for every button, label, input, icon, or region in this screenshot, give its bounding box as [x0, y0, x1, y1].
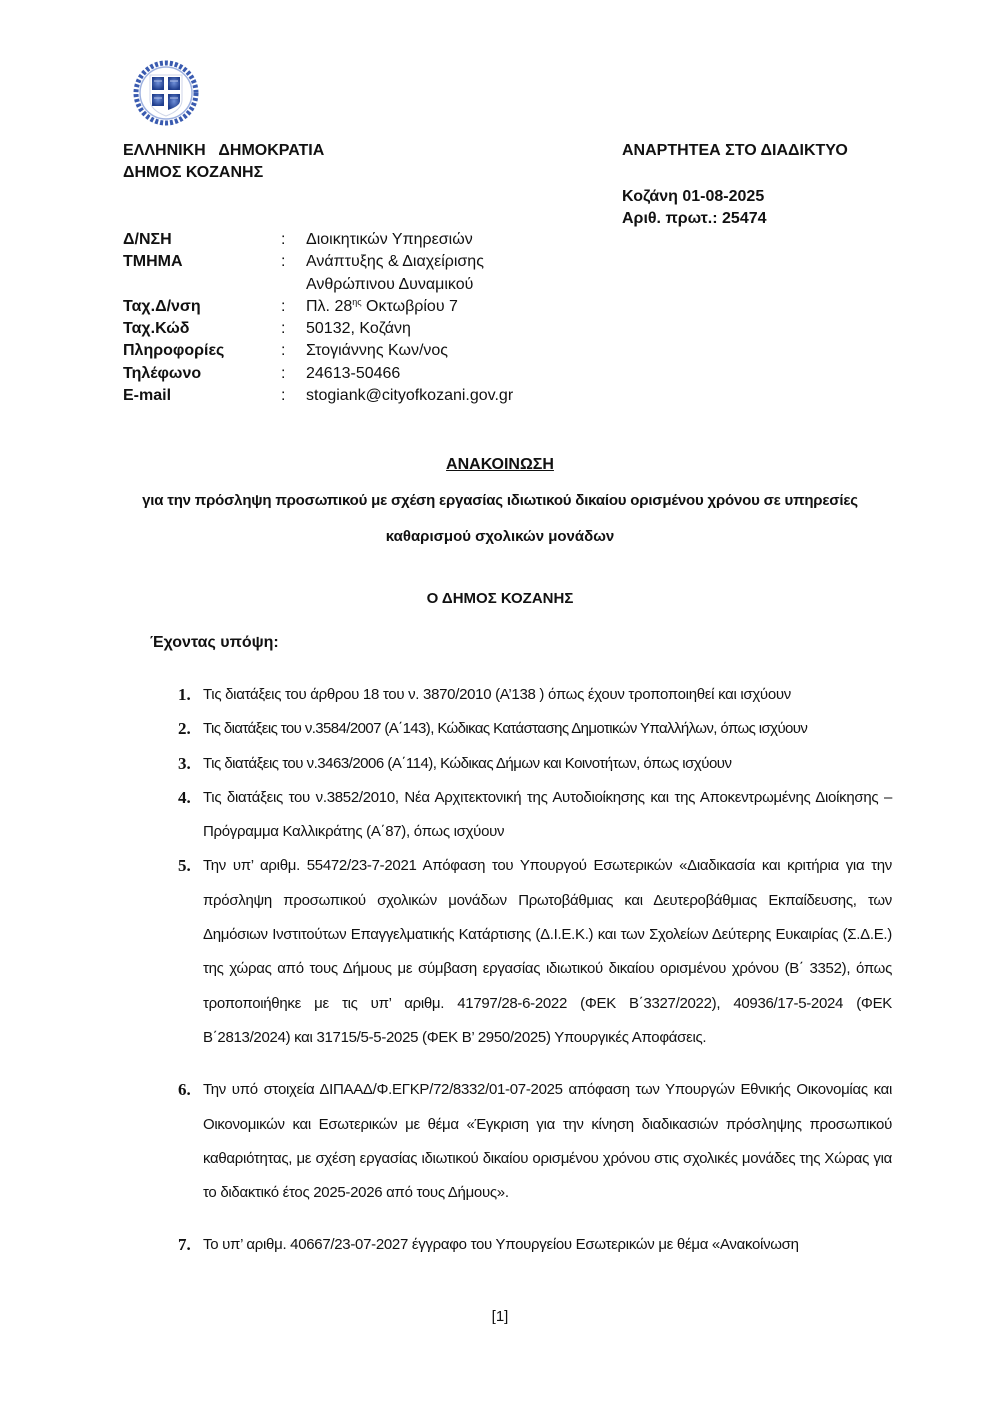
list-item: [178, 712, 892, 746]
info-row-email: E-mail : stogiank@cityofkozani.gov.gr: [123, 385, 513, 407]
issuer-header: [123, 140, 324, 184]
item-text: Την υπ’ αριθμ. 55472/23-7-2021 Απόφαση του Υπουργού Εσωτερικών «Διαδικασία και κριτήρια για την πρόσληψη προσωπικού σχολικών μονάδων Πρωτοβάθμιας και Δευτεροβάθμιας Εκπαίδευσης, των Δημόσιων Ινστιτούτων Επαγγελματικής Κατάρτισης (Δ.Ι.Ε.Κ.) και των Σχολείων Δεύτερης Ευκαιρίας (Σ.Δ.Ε.) της χώρας από τους Δήμους με σύμβαση εργασίας ιδιωτικού δικαίου ορισμένου χρόνου (Β΄ 3352), όπως τροποποιήθηκε με τις υπ’ αριθμ. 41797/28-6-2022 (ΦΕΚ Β΄3327/2022), 40936/17-5-2024 (ΦΕΚ Β΄2813/2024) και 31715/5-5-2025 (ΦΕΚ Β’ 2950/2025) Υπουργικές Αποφάσεις.: [203, 857, 892, 1046]
info-row-directorate: Δ/ΝΣΗ : Διοικητικών Υπηρεσιών: [123, 229, 513, 251]
info-row-department: ΤΜΗΜΑ : Ανάπτυξης & Διαχείρισης: [123, 251, 513, 273]
list-item: [178, 781, 892, 850]
greek-coat-of-arms-icon: [133, 60, 199, 130]
announcement-subtitle-line2: καθαρισμού σχολικών μονάδων: [385, 528, 615, 545]
item-text: Τις διατάξεις του ν.3852/2010, Νέα Αρχιτεκτονική της Αυτοδιοίκησης και της Αποκεντρωμένης Διοίκησης – Πρόγραμμα Καλλικράτης (Α΄87), όπως ισχύουν: [203, 788, 892, 841]
issuer-title: Ο ΔΗΜΟΣ ΚΟΖΑΝΗΣ: [426, 590, 574, 607]
info-key: Ταχ.Κώδ: [123, 320, 190, 338]
municipality-label: ΔΗΜΟΣ ΚΟΖΑΝΗΣ: [123, 164, 264, 181]
list-item: [178, 1228, 892, 1262]
contact-info-block: [123, 229, 513, 407]
item-number: 4.: [178, 787, 191, 807]
info-row-address: Ταχ.Δ/νση : Πλ. $28^{\eta\varsigma}$ Οκτωβρίου 7: [123, 296, 513, 318]
list-item: [178, 747, 892, 781]
announcement-heading: ΑΝΑΚΟΙΝΩΣΗ: [446, 456, 554, 473]
protocol-number: Αριθ. πρωτ.: 25474: [622, 210, 767, 227]
list-item: [178, 1073, 892, 1210]
info-value: Ανθρώπινου Δυναμικού: [306, 275, 474, 293]
info-key: Τηλέφωνο: [123, 364, 202, 382]
info-row-phone: Τηλέφωνο : 24613-50466: [123, 363, 513, 385]
info-value: 24613-50466: [306, 364, 401, 382]
considering-label: Έχοντας υπόψη:: [150, 634, 279, 651]
item-number: 7.: [178, 1235, 191, 1255]
info-row-department-cont: [123, 274, 513, 296]
info-value: Πλ. $28^{\eta\varsigma}$ Οκτωβρίου 7: [306, 296, 458, 315]
item-number: 1.: [178, 685, 191, 704]
info-key: ΤΜΗΜΑ: [123, 253, 183, 271]
document-meta: [622, 140, 848, 230]
item-text: Τις διατάξεις του άρθρου 18 του ν. 3870/2010 (Α’138 ) όπως έχουν τροποποιηθεί και ισχύουν: [203, 686, 791, 703]
email-link[interactable]: stogiank@cityofkozani.gov.gr: [306, 387, 514, 405]
info-key: Ταχ.Δ/νση: [123, 297, 201, 315]
list-item: [178, 678, 892, 712]
item-text: Τις διατάξεις του ν.3463/2006 (Α΄114), Κώδικας Δήμων και Κοινοτήτων, όπως ισχύουν: [203, 754, 732, 772]
republic-label: ΕΛΛΗΝΙΚΗ ΔΗΜΟΚΡΑΤΙΑ: [123, 142, 325, 159]
info-key: Πληροφορίες: [123, 342, 225, 360]
posting-notice: ΑΝΑΡΤΗΤΕΑ ΣΤΟ ΔΙΑΔΙΚΤΥΟ: [622, 142, 848, 159]
item-number: 5.: [178, 856, 191, 876]
page-number: [1]: [491, 1308, 509, 1325]
info-key: E-mail: [123, 387, 172, 405]
info-value: Ανάπτυξης & Διαχείρισης: [306, 253, 484, 271]
item-text: Την υπό στοιχεία ΔΙΠΑΑΔ/Φ.ΕΓΚΡ/72/8332/01-07-2025 απόφαση των Υπουργών Εθνικής Οικονομίας και Οικονομικών και Εσωτερικών με θέμα «Έγκριση για την κίνηση διαδικασιών πρόσληψης προσωπικού καθαριότητας, με σχέση εργασίας ιδιωτικού δικαίου ορισμένου χρόνου στις σχολικές μονάδες της Χώρας για το διδακτικό έτος 2025-2026 από τους Δήμους».: [203, 1081, 892, 1202]
item-number: 2.: [178, 719, 191, 739]
list-item: [178, 849, 892, 1055]
document-date: Κοζάνη 01-08-2025: [622, 188, 765, 205]
item-number: 3.: [178, 753, 191, 773]
item-text: Το υπ’ αριθμ. 40667/23-07-2027 έγγραφο του Υπουργείου Εσωτερικών με θέμα «Ανακοίνωση: [203, 1236, 799, 1254]
item-text: Τις διατάξεις του ν.3584/2007 (Α΄143), Κώδικας Κατάστασης Δημοτικών Υπαλλήλων, όπως ισχύουν: [203, 720, 808, 738]
info-value: Στογιάννης Κων/νος: [306, 342, 448, 360]
legal-basis-list: [178, 678, 892, 1263]
info-key: Δ/ΝΣΗ: [123, 231, 172, 248]
info-row-contact-person: Πληροφορίες : Στογιάννης Κων/νος: [123, 340, 513, 362]
info-value: 50132, Κοζάνη: [306, 320, 411, 338]
info-row-postcode: Ταχ.Κώδ : 50132, Κοζάνη: [123, 318, 513, 340]
info-value: Διοικητικών Υπηρεσιών: [306, 231, 473, 248]
item-number: 6.: [178, 1080, 191, 1100]
announcement-subtitle-line1: για την πρόσληψη προσωπικού με σχέση εργασίας ιδιωτικού δικαίου ορισμένου χρόνου σε υπηρεσίες: [142, 492, 858, 509]
